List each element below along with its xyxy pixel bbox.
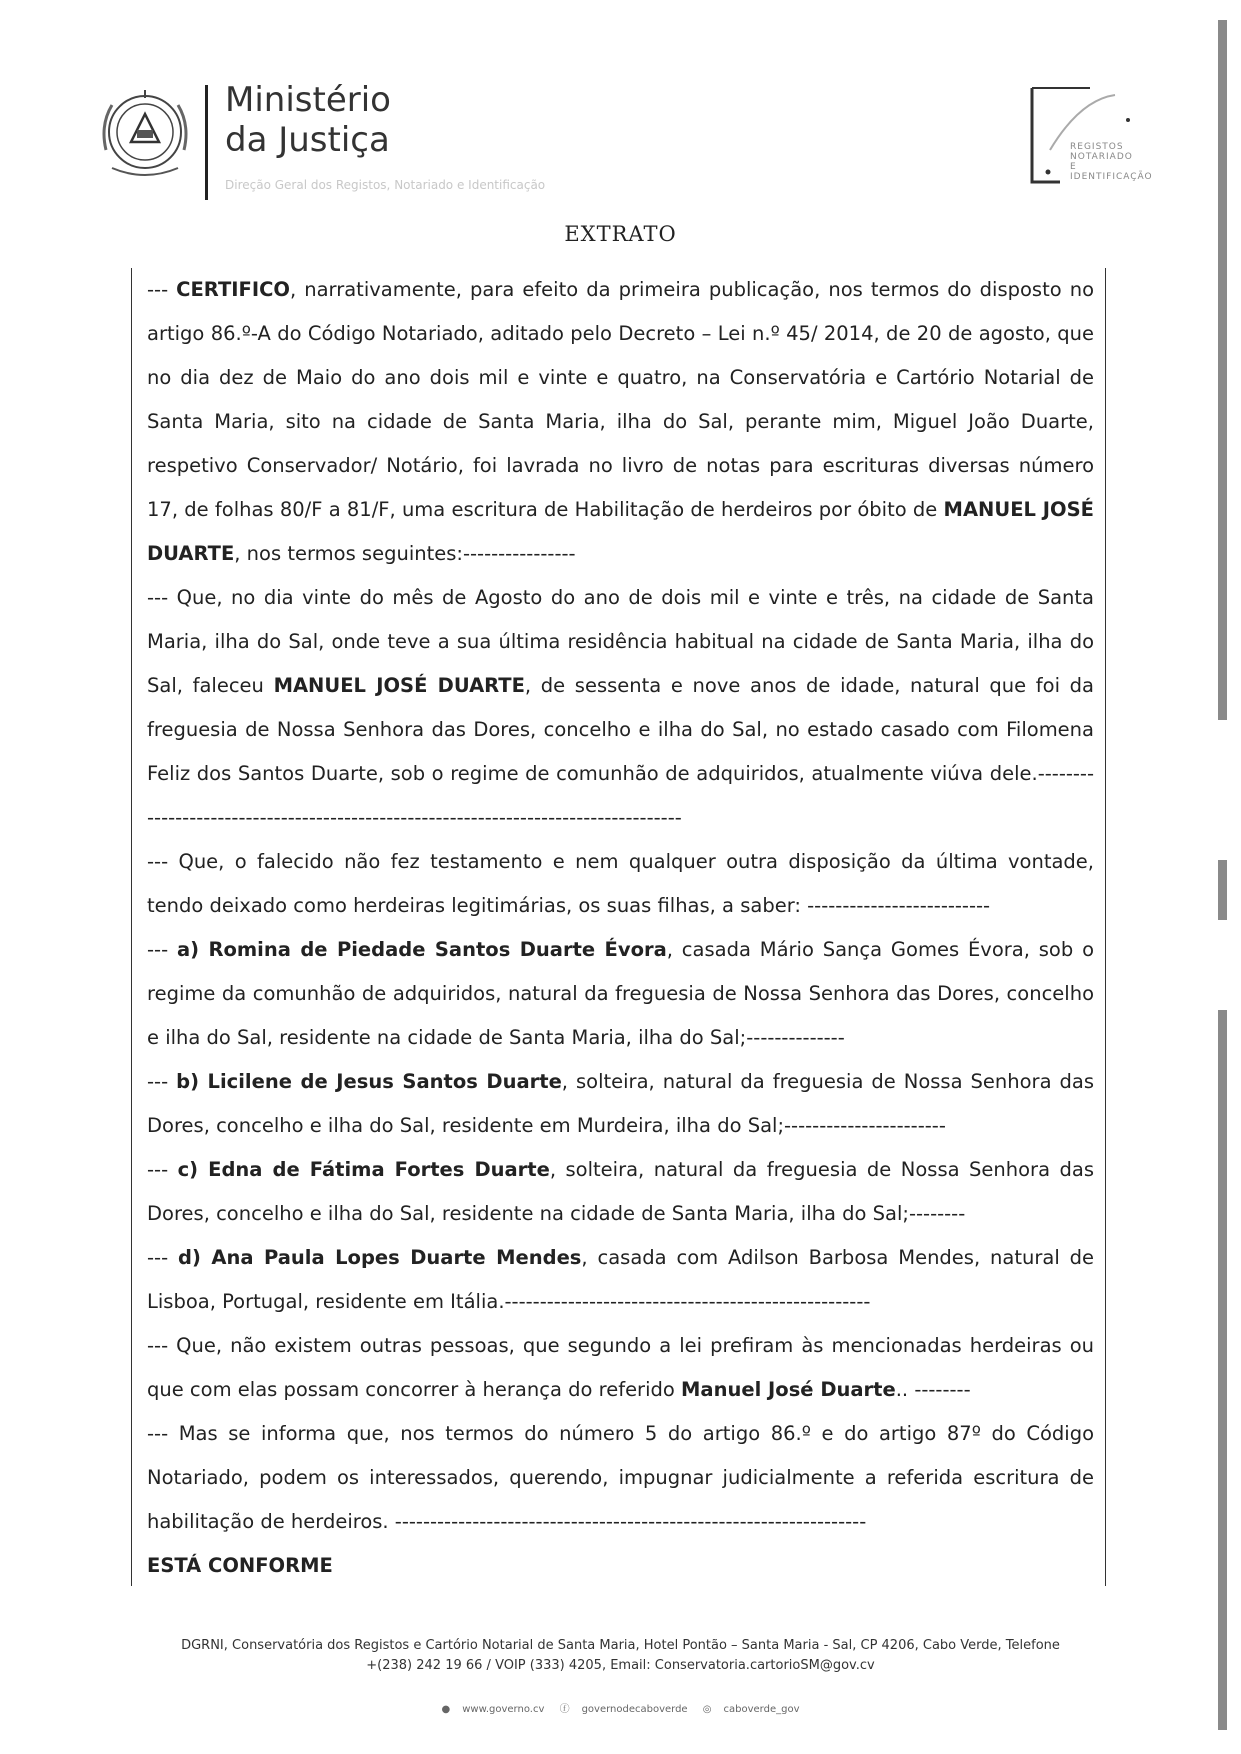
footer-web: www.governo.cv [462,1704,545,1715]
closing-statement: ESTÁ CONFORME [147,1554,333,1577]
scan-edge-mark [1218,860,1227,920]
globe-icon: ● [441,1704,451,1715]
ministry-name [225,80,391,160]
ministry-line2: da Justiça [225,120,390,160]
impugnation-paragraph: --- Mas se informa que, nos termos do número 5 do artigo 86.º e do artigo 87º do Código Notariado, podem os interessados, querendo, impugnar judicialmente a referida escritura de habilitação de herdeiros. ------------------------------------------------------------------- [147,1422,1094,1533]
heir-b: --- b) Licilene de Jesus Santos Duarte, solteira, natural da freguesia de Nossa Senhora das Dores, concelho e ilha do Sal, residente em Murdeira, ilha do Sal;----------------------- [147,1070,1094,1137]
footer-facebook: governodecaboverde [581,1704,688,1715]
document-heading: EXTRATO [564,222,677,246]
footer-line2: +(238) 242 19 66 / VOIP (333) 4205, Email: Conservatoria.cartorioSM@gov.cv [366,1658,875,1673]
certification-paragraph: --- CERTIFICO, narrativamente, para efeito da primeira publicação, nos termos do disposto no artigo 86.º-A do Código Notariado, aditado pelo Decreto – Lei n.º 45/ 2014, de 20 de agosto, que no dia dez de Maio do ano dois mil e vinte e quatro, na Conservatória e Cartório Notarial de Santa Maria, sito na cidade de Santa Maria, ilha do Sal, perante mim, Miguel João Duarte, respetivo Conservador/ Notário, foi lavrada no livro de notas para escrituras diversas número 17, de folhas 80/F a 81/F, uma escritura de Habilitação de herdeiros por óbito de MANUEL JOSÉ DUARTE, nos termos seguintes:---------------- [147,278,1095,565]
letterhead [70,60,1180,210]
footer-instagram: caboverde_gov [723,1704,800,1715]
header-divider [205,85,208,200]
footer-address [0,1636,1241,1676]
footer-social [0,1700,1241,1715]
facebook-icon: ⓕ [559,1704,570,1715]
scan-edge-mark [1218,1010,1227,1730]
heir-a: --- a) Romina de Piedade Santos Duarte Évora, casada Mário Sança Gomes Évora, sob o regime da comunhão de adquiridos, natural da freguesia de Nossa Senhora das Dores, concelho e ilha do Sal, residente na cidade de Santa Maria, ilha do Sal;-------------- [147,938,1094,1049]
death-paragraph: --- Que, no dia vinte do mês de Agosto do ano de dois mil e vinte e três, na cidade de Santa Maria, ilha do Sal, onde teve a sua última residência habitual na cidade de Santa Maria, ilha do Sal, faleceu MANUEL JOSÉ DUARTE, de sessenta e nove anos de idade, natural que foi da freguesia de Nossa Senhora das Dores, concelho e ilha do Sal, no estado casado com Filomena Feliz dos Santos Duarte, sob o regime de comunhão de adquiridos, atualmente viúva dele.------------------------------------------------------------------------------------ [147,586,1094,829]
scan-edge-mark [1218,20,1227,720]
ministry-subtitle: Direção Geral dos Registos, Notariado e Identificação [225,178,546,192]
no-other-heirs-paragraph: --- Que, não existem outras pessoas, que segundo a lei prefiram às mencionadas herdeiras ou que com elas possam concorrer à herança do referido Manuel José Duarte.. -------- [147,1334,1094,1401]
rni-text: REGISTOS NOTARIADO E IDENTIFICAÇÃO [1070,142,1153,182]
footer-line1: DGRNI, Conservatória dos Registos e Cartório Notarial de Santa Maria, Hotel Pontão – Santa Maria - Sal, CP 4206, Cabo Verde, Telefone [181,1638,1060,1653]
heir-c: --- c) Edna de Fátima Fortes Duarte, solteira, natural da freguesia de Nossa Senhora das Dores, concelho e ilha do Sal, residente na cidade de Santa Maria, ilha do Sal;-------- [147,1158,1094,1225]
rni-logo [1020,80,1153,190]
cabo-verde-emblem-icon [90,80,200,190]
ministry-line1: Ministério [225,80,391,120]
heir-d: --- d) Ana Paula Lopes Duarte Mendes, casada com Adilson Barbosa Mendes, natural de Lisboa, Portugal, residente em Itália.---------------------------------------------------- [147,1246,1095,1313]
heirs-intro-paragraph: --- Que, o falecido não fez testamento e nem qualquer outra disposição da última vontade, tendo deixado como herdeiras legitimárias, os suas filhas, a saber: -------------------------- [147,850,1094,917]
instagram-icon: ◎ [702,1704,712,1715]
